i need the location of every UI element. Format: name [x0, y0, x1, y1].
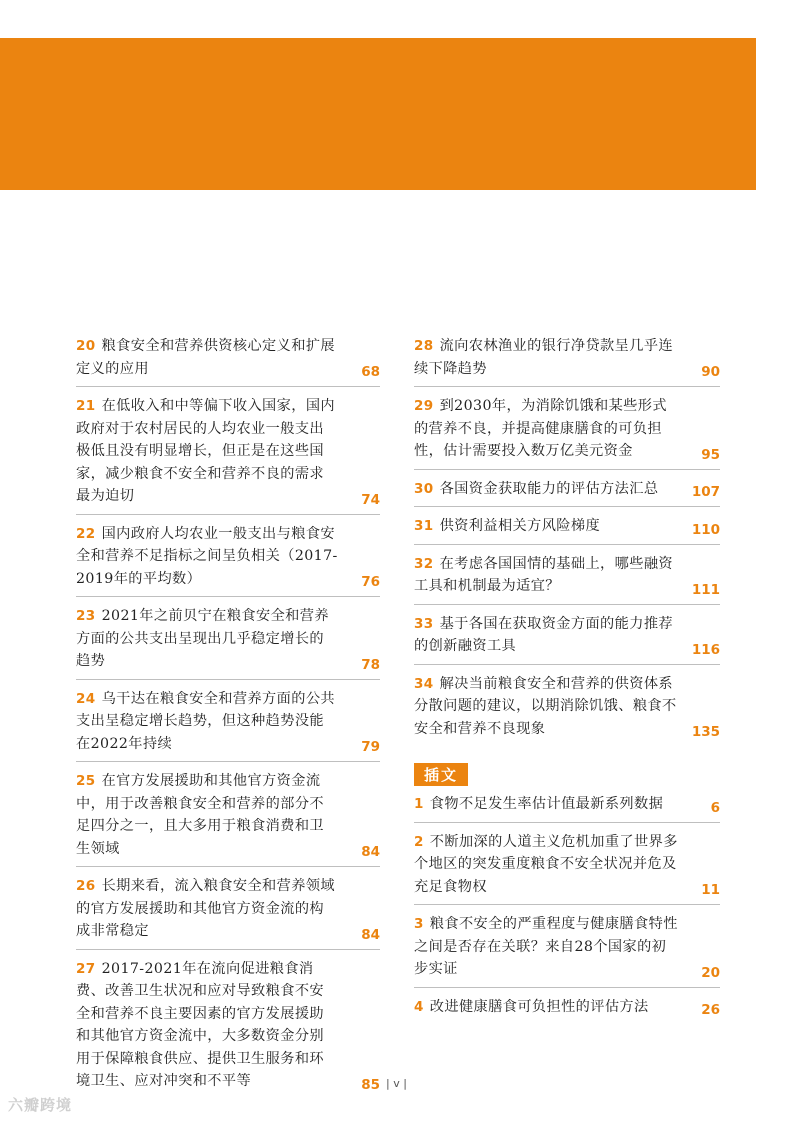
figure-title: 乌干达在粮食安全和营养方面的公共支出呈稳定增长趋势，但这种趋势没能在2022年持续: [76, 690, 335, 752]
watermark: 六瓣跨境: [8, 1096, 73, 1114]
page-number: 107: [691, 484, 720, 500]
figure-entry[interactable]: [414, 613, 720, 665]
figure-number: 23: [76, 608, 96, 624]
figure-entry[interactable]: [76, 770, 380, 867]
figure-number: 34: [414, 675, 434, 692]
box-title: 粮食不安全的严重程度与健康膳食特性之间是否存在关联？来自28个国家的初步实证: [414, 916, 678, 977]
figure-title: 基于各国在获取资金方面的能力推荐的创新融资工具: [414, 615, 673, 654]
figure-entry[interactable]: [414, 335, 720, 387]
box-entry[interactable]: [414, 913, 720, 988]
figure-number: 22: [76, 525, 96, 542]
figure-entry[interactable]: [414, 478, 720, 508]
figure-title: 各国资金获取能力的评估方法汇总: [439, 480, 659, 497]
figure-title: 2021年之前贝宁在粮食安全和营养方面的公共支出呈现出几乎稳定增长的趋势: [76, 608, 329, 669]
figure-number: 27: [76, 960, 96, 977]
figure-title: 国内政府人均农业一般支出与粮食安全和营养不足指标之间呈负相关（2017-2019年的平均数）: [76, 525, 338, 587]
figure-entry[interactable]: [414, 395, 720, 470]
figure-title: 2017-2021年在流向促进粮食消费、改善卫生状况和应对导致粮食不安全和营养不良主要因素的官方发展援助和其他官方资金流中，大多数资金分别用于保障粮食供应、提供卫生服务和环境卫生、应对冲突和不平等: [76, 960, 324, 1089]
figure-entry[interactable]: [76, 688, 380, 763]
box-title: 食物不足发生率估计值最新系列数据: [429, 796, 664, 812]
box-title: 不断加深的人道主义危机加重了世界多个地区的突发重度粮食不安全状况并危及充足食物权: [414, 833, 678, 895]
figure-number: 29: [414, 398, 434, 414]
box-title: 改进健康膳食可负担性的评估方法: [429, 998, 649, 1015]
figure-title: 流向农林渔业的银行净贷款呈几乎连续下降趋势: [414, 338, 673, 377]
figures-list-left: [76, 335, 380, 1107]
figure-number: 31: [414, 518, 434, 534]
figure-title: 在官方发展援助和其他官方资金流中，用于改善粮食安全和营养的部分不足四分之一，且大多用于粮食消费和卫生领域: [76, 773, 324, 857]
figure-number: 30: [414, 480, 434, 497]
figure-number: 24: [76, 690, 96, 707]
figure-number: 33: [414, 615, 434, 632]
page-number: 135: [691, 724, 720, 740]
figure-title: 供资利益相关方风险梯度: [439, 518, 601, 534]
page-number: 84: [361, 844, 380, 860]
figure-number: 26: [76, 878, 96, 894]
box-entry[interactable]: [414, 996, 720, 1025]
box-number: 1: [414, 796, 424, 812]
figure-number: 20: [76, 338, 96, 354]
box-number: 4: [414, 998, 424, 1015]
boxes-list: [414, 793, 720, 1032]
figures-list-right: [414, 335, 720, 754]
figure-entry[interactable]: [76, 335, 380, 387]
figure-number: 32: [414, 555, 434, 572]
figure-title: 在考虑各国国情的基础上，哪些融资工具和机制最为适宜？: [414, 555, 673, 594]
page-number: 11: [701, 882, 720, 898]
page-number: 85: [361, 1076, 380, 1093]
page-number: 79: [361, 739, 380, 755]
figure-entry[interactable]: [414, 553, 720, 605]
page-number: 26: [701, 1002, 720, 1018]
figure-title: 到2030年，为消除饥饿和某些形式的营养不良，并提高健康膳食的可负担性，估计需要投入数万亿美元资金: [414, 398, 667, 459]
page-number: 74: [361, 491, 380, 508]
box-entry[interactable]: [414, 793, 720, 823]
figure-number: 25: [76, 773, 96, 789]
page-number: 68: [361, 364, 380, 380]
page-number: 116: [691, 641, 720, 658]
page-number: 20: [701, 964, 720, 981]
page-number: 95: [701, 446, 720, 463]
figure-entry[interactable]: [414, 673, 720, 747]
figure-number: 21: [76, 398, 96, 414]
figure-title: 解决当前粮食安全和营养的供资体系分散问题的建议，以期消除饥饿、粮食不安全和营养不良现象: [414, 675, 677, 737]
figure-entry[interactable]: [76, 875, 380, 950]
page-number: 78: [361, 656, 380, 673]
page-number: 111: [691, 581, 720, 598]
box-entry[interactable]: [414, 831, 720, 906]
page-number: 90: [701, 364, 720, 380]
box-number: 2: [414, 833, 424, 850]
boxes-section-heading: 插文: [414, 763, 468, 786]
figure-title: 长期来看，流入粮食安全和营养领域的官方发展援助和其他官方资金流的构成非常稳定: [76, 878, 335, 939]
page-footer: | v |: [386, 1077, 407, 1090]
page-number: 6: [710, 799, 720, 816]
box-number: 3: [414, 916, 424, 932]
figure-entry[interactable]: [76, 395, 380, 515]
page-number: 110: [691, 521, 720, 538]
figure-entry[interactable]: [414, 515, 720, 545]
figure-title: 在低收入和中等偏下收入国家，国内政府对于农村居民的人均农业一般支出极低且没有明显增长，但正是在这些国家，减少粮食不安全和营养不良的需求最为迫切: [76, 398, 335, 504]
header-banner: [0, 38, 756, 190]
figure-entry[interactable]: [76, 523, 380, 598]
page-number: 76: [361, 574, 380, 590]
page-number: 84: [361, 926, 380, 943]
figure-title: 粮食安全和营养供资核心定义和扩展定义的应用: [76, 338, 335, 377]
figure-number: 28: [414, 338, 434, 354]
figure-entry[interactable]: [76, 605, 380, 680]
